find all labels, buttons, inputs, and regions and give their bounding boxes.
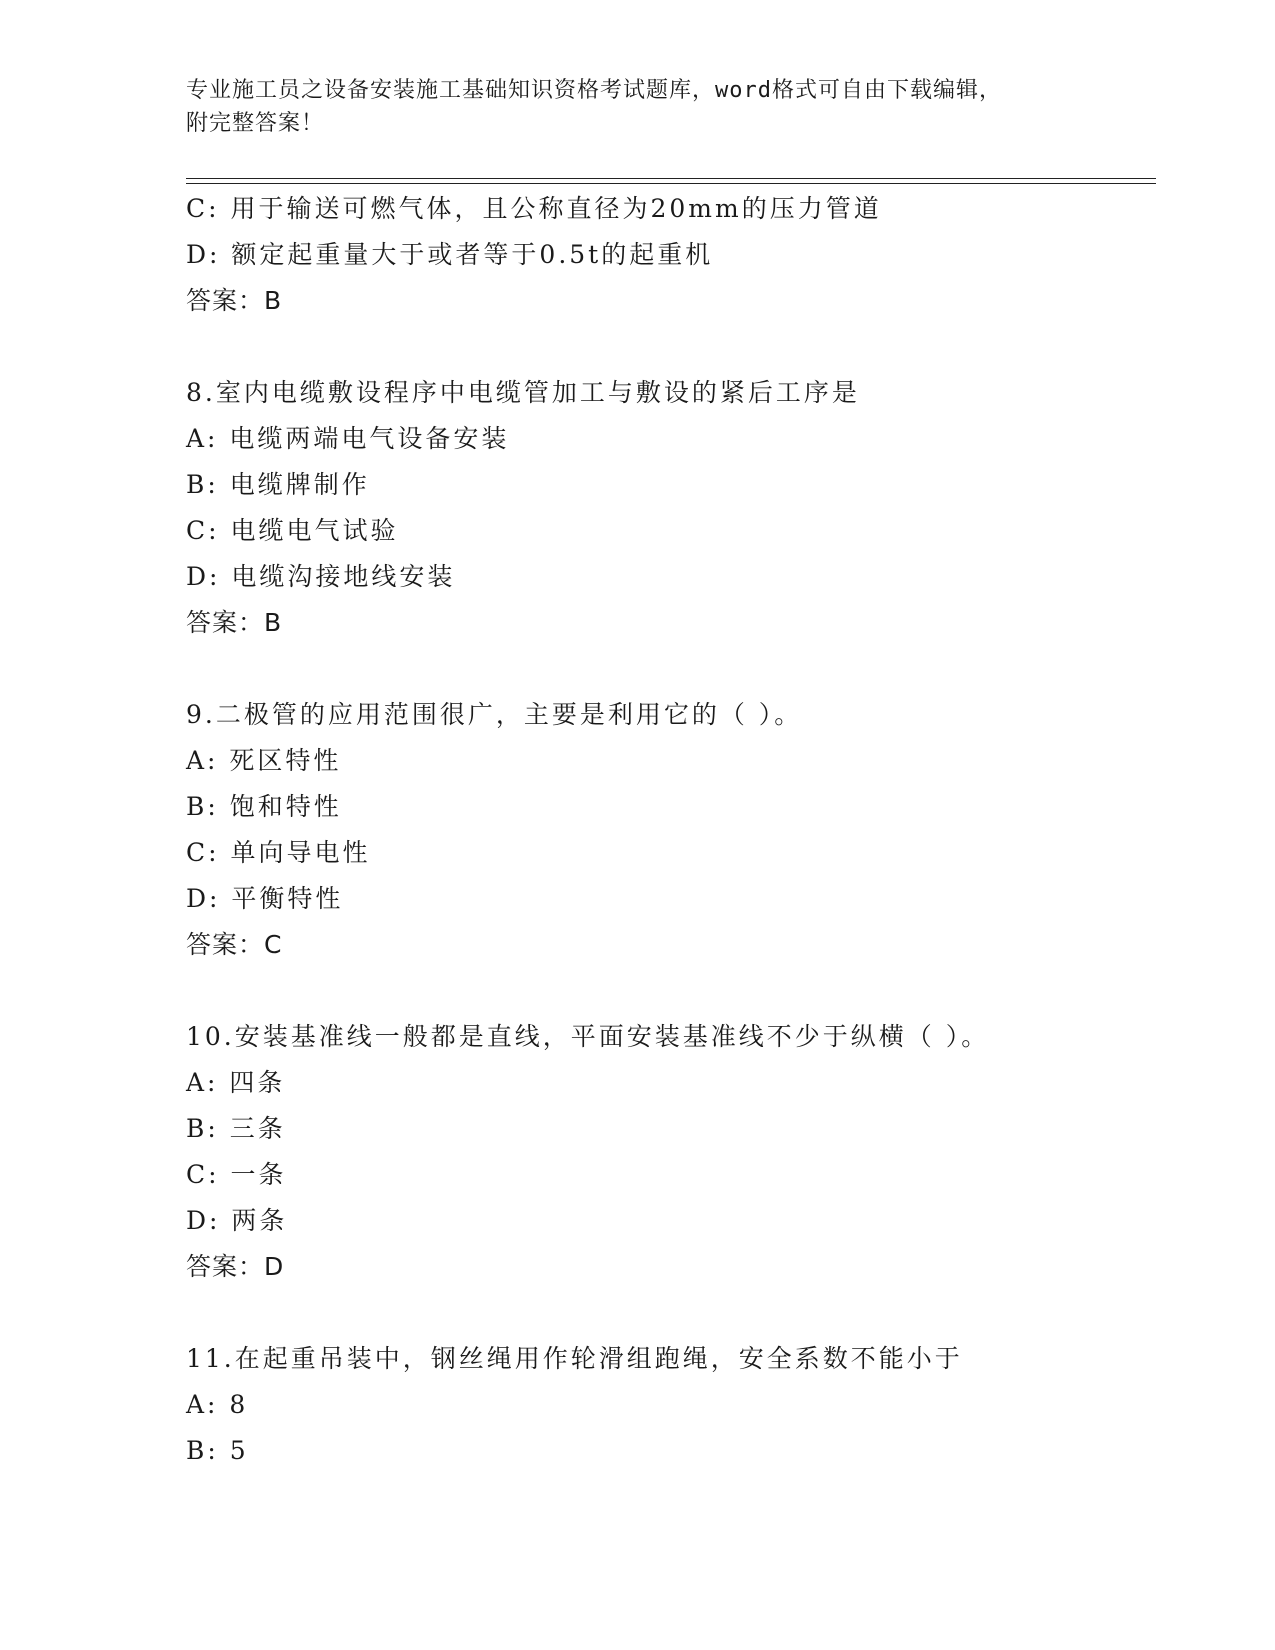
option-a: A: 电缆两端电气设备安装 (186, 424, 510, 453)
header-rule-bottom (186, 183, 1156, 184)
question-stem: 8.室内电缆敷设程序中电缆管加工与敷设的紧后工序是 (186, 378, 860, 407)
option-c: C: 单向导电性 (186, 838, 371, 867)
spacer (186, 968, 1156, 1014)
answer-line: 答案：D (186, 1252, 285, 1281)
question-9 (186, 692, 1156, 968)
question-stem: 10.安装基准线一般都是直线，平面安装基准线不少于纵横（ ）。 (186, 1022, 990, 1051)
spacer (186, 324, 1156, 370)
option-d: D: 电缆沟接地线安装 (186, 562, 456, 591)
option-b: B: 电缆牌制作 (186, 470, 370, 499)
spacer (186, 1290, 1156, 1336)
option-d: D: 平衡特性 (186, 884, 344, 913)
question-stem: 9.二极管的应用范围很广，主要是利用它的（ ）。 (186, 700, 803, 729)
option-a: A: 死区特性 (186, 746, 342, 775)
question-8 (186, 370, 1156, 646)
question-continued (186, 186, 1156, 324)
option-a: A: 四条 (186, 1068, 286, 1097)
question-10 (186, 1014, 1156, 1290)
option-d: D: 两条 (186, 1206, 288, 1235)
header-line-2: 附完整答案！ (186, 111, 325, 136)
header-line-1: 专业施工员之设备安装施工基础知识资格考试题库，word格式可自由下载编辑， (186, 78, 1002, 103)
answer-line: 答案：C (186, 930, 283, 959)
question-stem: 11.在起重吊装中，钢丝绳用作轮滑组跑绳，安全系数不能小于 (186, 1344, 963, 1373)
option-b: B: 饱和特性 (186, 792, 342, 821)
option-c: C: 电缆电气试验 (186, 516, 399, 545)
option-d: D: 额定起重量大于或者等于0.5t的起重机 (186, 240, 714, 269)
option-a: A: 8 (186, 1390, 249, 1419)
option-c: C: 一条 (186, 1160, 287, 1189)
page-header (186, 74, 1086, 140)
option-b: B: 三条 (186, 1114, 286, 1143)
answer-line: 答案：B (186, 286, 283, 315)
option-c: C: 用于输送可燃气体，且公称直径为20mm的压力管道 (186, 194, 882, 223)
question-11 (186, 1336, 1156, 1474)
header-rule-top (186, 178, 1156, 179)
question-list (186, 186, 1156, 1474)
option-b: B: 5 (186, 1436, 249, 1465)
answer-line: 答案：B (186, 608, 283, 637)
spacer (186, 646, 1156, 692)
